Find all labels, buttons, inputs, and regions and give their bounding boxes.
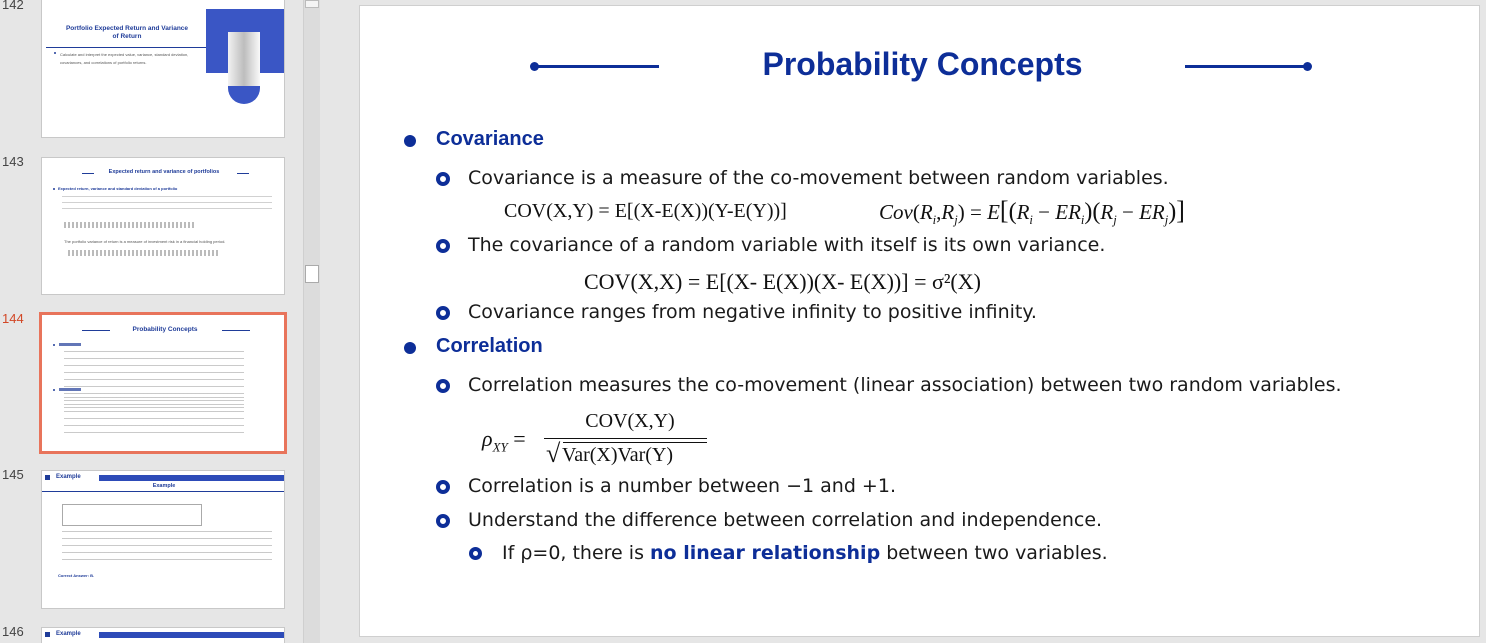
covariance-definition: Covariance is a measure of the co-movement between random variables. xyxy=(468,167,1169,189)
title-deco-dot-right xyxy=(1303,62,1312,71)
correlation-range: Correlation is a number between −1 and +1. xyxy=(468,475,896,497)
thumb-heading xyxy=(59,343,81,346)
slide-thumbnail-142[interactable] xyxy=(41,0,285,138)
thumb-header: Example xyxy=(56,631,81,637)
thumb-title: Expected return and variance of portfolios xyxy=(108,169,220,175)
correlation-definition: Correlation measures the co-movement (linear association) between two random variables. xyxy=(468,374,1342,396)
bullet-ring xyxy=(436,306,450,320)
slide-thumbnail-146[interactable] xyxy=(41,627,285,643)
slide-number-144: 144 xyxy=(2,311,24,326)
correlation-denominator: Var(X)Var(Y) xyxy=(562,444,674,466)
thumb-square xyxy=(45,632,50,637)
thumb-formula xyxy=(68,250,218,256)
thumb-deco-line xyxy=(82,330,110,331)
title-deco-line-left xyxy=(534,65,659,68)
covariance-formula-returns: $Cov(R_i,R_j) = E[(R_i - ER_i)(R_j - ER_j)]$ xyxy=(879,196,1185,228)
rho-zero-suffix: between two variables. xyxy=(880,542,1108,564)
bullet-ring xyxy=(436,239,450,253)
slide-thumbnail-145[interactable] xyxy=(41,470,285,609)
thumb-bullet xyxy=(53,344,55,346)
slide-title: Probability Concepts xyxy=(762,46,1083,82)
thumb-image xyxy=(228,32,260,92)
thumb-text: Calculate and interpret the expected value, variance, standard deviation, covariances, and correlations of portfolio returns. xyxy=(60,52,189,65)
bullet-dot xyxy=(404,342,416,354)
thumb-deco-line xyxy=(222,330,250,331)
slide-thumbnail-pane xyxy=(0,0,320,643)
thumb-table xyxy=(62,504,202,526)
covariance-heading: Covariance xyxy=(436,128,544,150)
thumb-bullet xyxy=(54,52,56,54)
sub-bullet-ring xyxy=(469,547,482,560)
radical-overline xyxy=(563,442,707,443)
bullet-ring xyxy=(436,379,450,393)
covariance-range: Covariance ranges from negative infinity to positive infinity. xyxy=(468,301,1037,323)
rho-xy-symbol: $\rho_{XY}$ = xyxy=(482,426,526,455)
thumb-title: Portfolio Expected Return and Variance of Return xyxy=(65,25,189,40)
slide-canvas[interactable] xyxy=(359,5,1480,637)
slide-thumbnail-144[interactable] xyxy=(39,312,287,454)
bullet-ring xyxy=(436,480,450,494)
slide-number-146: 146 xyxy=(2,624,24,639)
correlation-vs-independence: Understand the difference between correlation and independence. xyxy=(468,509,1103,531)
thumb-text-lines xyxy=(64,397,244,437)
slide-thumbnail-143[interactable] xyxy=(41,157,285,295)
thumb-answer: Correct Answer: B. xyxy=(58,573,95,578)
covariance-formula: COV(X,Y) = E[(X-E(X))(Y-E(Y))] xyxy=(504,200,787,222)
correlation-numerator: COV(X,Y) xyxy=(585,410,675,432)
scroll-up-arrow[interactable] xyxy=(305,0,319,8)
title-deco-line-right xyxy=(1185,65,1307,68)
thumb-square xyxy=(45,475,50,480)
thumb-heading xyxy=(59,388,81,391)
rho-zero-statement xyxy=(502,542,1108,564)
thumb-bullet xyxy=(53,188,55,190)
covariance-self-variance: The covariance of a random variable with itself is its own variance. xyxy=(468,234,1106,256)
thumb-formula xyxy=(64,222,194,228)
thumb-text: Expected return, variance and standard deviation of a portfolio xyxy=(58,186,178,191)
thumb-bullet xyxy=(53,389,55,391)
thumb-text: The portfolio variance of return is a measure of investment risk in a financial holding period. xyxy=(64,239,226,244)
thumb-divider xyxy=(42,491,285,492)
rho-zero-prefix: If ρ=0, there is xyxy=(502,542,651,564)
thumb-blue-bowl xyxy=(228,86,260,104)
slide-number-142: 142 xyxy=(2,0,24,12)
variance-formula: COV(X,X) = E[(X- E(X))(X- E(X))] = σ²(X) xyxy=(584,269,981,294)
slide-number-143: 143 xyxy=(2,154,24,169)
thumb-divider xyxy=(46,47,206,48)
thumbnail-scrollbar[interactable] xyxy=(303,0,320,643)
square-root-sign: √ xyxy=(546,439,561,468)
scrollbar-thumb[interactable] xyxy=(305,265,319,283)
slide-number-145: 145 xyxy=(2,467,24,482)
bullet-ring xyxy=(436,514,450,528)
thumb-text-lines xyxy=(62,531,272,565)
thumb-header: Example xyxy=(56,474,81,480)
thumb-header-bar xyxy=(99,632,284,638)
fraction-bar xyxy=(544,438,707,439)
correlation-heading: Correlation xyxy=(436,335,543,357)
thumb-deco-line xyxy=(237,173,249,174)
bullet-ring xyxy=(436,172,450,186)
thumb-title: Probability Concepts xyxy=(132,326,198,333)
thumb-text-lines xyxy=(62,196,272,214)
thumb-header-bar xyxy=(99,475,284,481)
no-linear-relationship-emphasis: no linear relationship xyxy=(650,542,881,564)
thumb-title: Example xyxy=(152,483,176,489)
bullet-dot xyxy=(404,135,416,147)
